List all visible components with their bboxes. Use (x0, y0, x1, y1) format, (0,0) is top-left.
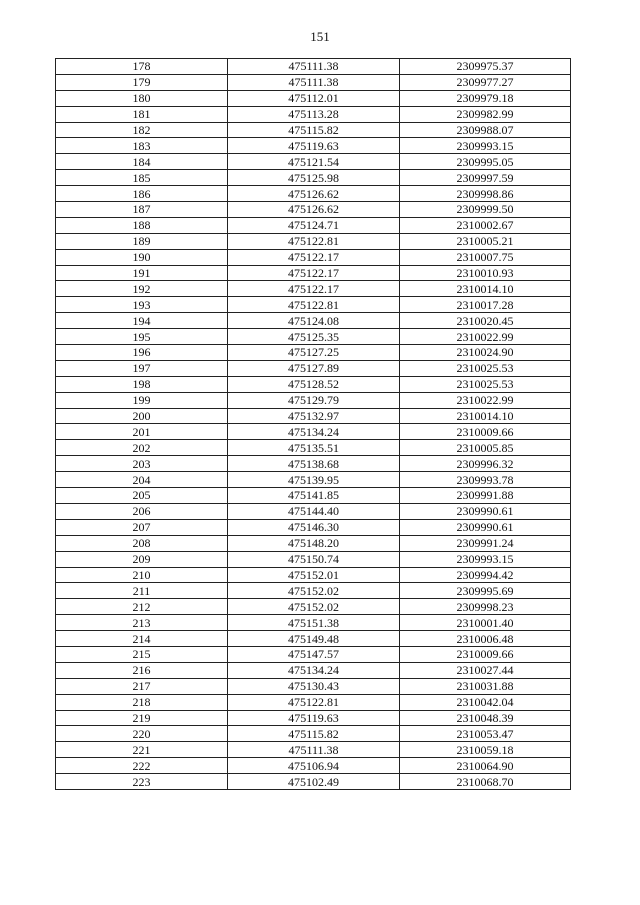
x-coordinate-cell: 475149.48 (228, 631, 400, 647)
y-coordinate-cell: 2309982.99 (400, 106, 571, 122)
x-coordinate-cell: 475152.01 (228, 567, 400, 583)
x-coordinate-cell: 475115.82 (228, 122, 400, 138)
point-number-cell: 215 (56, 646, 228, 662)
table-row (56, 519, 571, 535)
point-number-cell: 218 (56, 694, 228, 710)
point-number-cell: 202 (56, 440, 228, 456)
table-row (56, 265, 571, 281)
table-row (56, 710, 571, 726)
point-number-cell: 178 (56, 59, 228, 75)
page-number: 151 (310, 29, 330, 44)
table-row (56, 249, 571, 265)
y-coordinate-cell: 2309977.27 (400, 74, 571, 90)
y-coordinate-cell: 2309994.42 (400, 567, 571, 583)
point-number-cell: 199 (56, 392, 228, 408)
point-number-cell: 211 (56, 583, 228, 599)
y-coordinate-cell: 2309995.05 (400, 154, 571, 170)
y-coordinate-cell: 2310009.66 (400, 424, 571, 440)
x-coordinate-cell: 475127.25 (228, 345, 400, 361)
table-row (56, 488, 571, 504)
table-row (56, 313, 571, 329)
point-number-cell: 194 (56, 313, 228, 329)
y-coordinate-cell: 2309991.24 (400, 535, 571, 551)
x-coordinate-cell: 475122.81 (228, 297, 400, 313)
point-number-cell: 196 (56, 345, 228, 361)
x-coordinate-cell: 475148.20 (228, 535, 400, 551)
x-coordinate-cell: 475127.89 (228, 360, 400, 376)
x-coordinate-cell: 475122.17 (228, 281, 400, 297)
table-row (56, 615, 571, 631)
point-number-cell: 188 (56, 217, 228, 233)
x-coordinate-cell: 475128.52 (228, 376, 400, 392)
x-coordinate-cell: 475132.97 (228, 408, 400, 424)
x-coordinate-cell: 475138.68 (228, 456, 400, 472)
x-coordinate-cell: 475125.35 (228, 329, 400, 345)
y-coordinate-cell: 2310027.44 (400, 662, 571, 678)
x-coordinate-cell: 475130.43 (228, 678, 400, 694)
x-coordinate-cell: 475111.38 (228, 74, 400, 90)
y-coordinate-cell: 2310053.47 (400, 726, 571, 742)
x-coordinate-cell: 475126.62 (228, 186, 400, 202)
point-number-cell: 214 (56, 631, 228, 647)
y-coordinate-cell: 2309996.32 (400, 456, 571, 472)
table-row (56, 329, 571, 345)
x-coordinate-cell: 475119.63 (228, 710, 400, 726)
y-coordinate-cell: 2309990.61 (400, 519, 571, 535)
table-row (56, 59, 571, 75)
point-number-cell: 223 (56, 774, 228, 790)
y-coordinate-cell: 2309997.59 (400, 170, 571, 186)
y-coordinate-cell: 2310001.40 (400, 615, 571, 631)
table-row (56, 345, 571, 361)
x-coordinate-cell: 475111.38 (228, 59, 400, 75)
table-row (56, 202, 571, 218)
y-coordinate-cell: 2309993.15 (400, 138, 571, 154)
point-number-cell: 179 (56, 74, 228, 90)
x-coordinate-cell: 475146.30 (228, 519, 400, 535)
x-coordinate-cell: 475134.24 (228, 424, 400, 440)
y-coordinate-cell: 2310005.21 (400, 233, 571, 249)
point-number-cell: 210 (56, 567, 228, 583)
table-row (56, 503, 571, 519)
point-number-cell: 187 (56, 202, 228, 218)
y-coordinate-cell: 2309993.78 (400, 472, 571, 488)
coordinates-table (55, 58, 571, 790)
table-row (56, 646, 571, 662)
y-coordinate-cell: 2310002.67 (400, 217, 571, 233)
table-row (56, 551, 571, 567)
x-coordinate-cell: 475122.81 (228, 694, 400, 710)
point-number-cell: 183 (56, 138, 228, 154)
table-row (56, 186, 571, 202)
table-row (56, 742, 571, 758)
point-number-cell: 206 (56, 503, 228, 519)
point-number-cell: 181 (56, 106, 228, 122)
x-coordinate-cell: 475135.51 (228, 440, 400, 456)
table-row (56, 726, 571, 742)
y-coordinate-cell: 2310006.48 (400, 631, 571, 647)
point-number-cell: 213 (56, 615, 228, 631)
point-number-cell: 204 (56, 472, 228, 488)
table-row (56, 567, 571, 583)
y-coordinate-cell: 2310031.88 (400, 678, 571, 694)
y-coordinate-cell: 2310020.45 (400, 313, 571, 329)
y-coordinate-cell: 2310025.53 (400, 376, 571, 392)
point-number-cell: 201 (56, 424, 228, 440)
y-coordinate-cell: 2310007.75 (400, 249, 571, 265)
table-row (56, 360, 571, 376)
table-row (56, 583, 571, 599)
y-coordinate-cell: 2310025.53 (400, 360, 571, 376)
point-number-cell: 205 (56, 488, 228, 504)
x-coordinate-cell: 475122.17 (228, 249, 400, 265)
y-coordinate-cell: 2310064.90 (400, 758, 571, 774)
y-coordinate-cell: 2310014.10 (400, 408, 571, 424)
table-row (56, 599, 571, 615)
table-row (56, 154, 571, 170)
x-coordinate-cell: 475124.71 (228, 217, 400, 233)
x-coordinate-cell: 475125.98 (228, 170, 400, 186)
table-row (56, 281, 571, 297)
x-coordinate-cell: 475122.81 (228, 233, 400, 249)
point-number-cell: 195 (56, 329, 228, 345)
point-number-cell: 217 (56, 678, 228, 694)
x-coordinate-cell: 475112.01 (228, 90, 400, 106)
y-coordinate-cell: 2310059.18 (400, 742, 571, 758)
table-row (56, 392, 571, 408)
table-row (56, 408, 571, 424)
point-number-cell: 180 (56, 90, 228, 106)
table-row (56, 90, 571, 106)
table-row (56, 376, 571, 392)
y-coordinate-cell: 2310010.93 (400, 265, 571, 281)
point-number-cell: 209 (56, 551, 228, 567)
table-row (56, 535, 571, 551)
x-coordinate-cell: 475106.94 (228, 758, 400, 774)
x-coordinate-cell: 475144.40 (228, 503, 400, 519)
table-row (56, 297, 571, 313)
table-row (56, 440, 571, 456)
table-row (56, 662, 571, 678)
y-coordinate-cell: 2310009.66 (400, 646, 571, 662)
point-number-cell: 186 (56, 186, 228, 202)
point-number-cell: 203 (56, 456, 228, 472)
y-coordinate-cell: 2309993.15 (400, 551, 571, 567)
x-coordinate-cell: 475115.82 (228, 726, 400, 742)
table-row (56, 424, 571, 440)
table-row (56, 678, 571, 694)
point-number-cell: 212 (56, 599, 228, 615)
x-coordinate-cell: 475150.74 (228, 551, 400, 567)
x-coordinate-cell: 475152.02 (228, 583, 400, 599)
point-number-cell: 197 (56, 360, 228, 376)
x-coordinate-cell: 475121.54 (228, 154, 400, 170)
table-row (56, 774, 571, 790)
x-coordinate-cell: 475139.95 (228, 472, 400, 488)
x-coordinate-cell: 475122.17 (228, 265, 400, 281)
x-coordinate-cell: 475113.28 (228, 106, 400, 122)
point-number-cell: 193 (56, 297, 228, 313)
point-number-cell: 184 (56, 154, 228, 170)
y-coordinate-cell: 2309995.69 (400, 583, 571, 599)
point-number-cell: 208 (56, 535, 228, 551)
y-coordinate-cell: 2310048.39 (400, 710, 571, 726)
y-coordinate-cell: 2309979.18 (400, 90, 571, 106)
x-coordinate-cell: 475126.62 (228, 202, 400, 218)
x-coordinate-cell: 475119.63 (228, 138, 400, 154)
point-number-cell: 220 (56, 726, 228, 742)
y-coordinate-cell: 2310022.99 (400, 329, 571, 345)
y-coordinate-cell: 2309990.61 (400, 503, 571, 519)
x-coordinate-cell: 475124.08 (228, 313, 400, 329)
table-row (56, 138, 571, 154)
point-number-cell: 198 (56, 376, 228, 392)
point-number-cell: 185 (56, 170, 228, 186)
x-coordinate-cell: 475152.02 (228, 599, 400, 615)
table-row (56, 74, 571, 90)
table-row (56, 631, 571, 647)
point-number-cell: 207 (56, 519, 228, 535)
point-number-cell: 221 (56, 742, 228, 758)
point-number-cell: 191 (56, 265, 228, 281)
x-coordinate-cell: 475141.85 (228, 488, 400, 504)
table-row (56, 758, 571, 774)
table-row (56, 170, 571, 186)
table-row (56, 217, 571, 233)
point-number-cell: 216 (56, 662, 228, 678)
x-coordinate-cell: 475147.57 (228, 646, 400, 662)
y-coordinate-cell: 2309998.23 (400, 599, 571, 615)
y-coordinate-cell: 2310024.90 (400, 345, 571, 361)
x-coordinate-cell: 475151.38 (228, 615, 400, 631)
y-coordinate-cell: 2310022.99 (400, 392, 571, 408)
y-coordinate-cell: 2310014.10 (400, 281, 571, 297)
x-coordinate-cell: 475111.38 (228, 742, 400, 758)
y-coordinate-cell: 2309988.07 (400, 122, 571, 138)
y-coordinate-cell: 2310068.70 (400, 774, 571, 790)
y-coordinate-cell: 2310005.85 (400, 440, 571, 456)
point-number-cell: 222 (56, 758, 228, 774)
y-coordinate-cell: 2310017.28 (400, 297, 571, 313)
y-coordinate-cell: 2310042.04 (400, 694, 571, 710)
x-coordinate-cell: 475102.49 (228, 774, 400, 790)
y-coordinate-cell: 2309991.88 (400, 488, 571, 504)
x-coordinate-cell: 475134.24 (228, 662, 400, 678)
table-row (56, 472, 571, 488)
table-row (56, 694, 571, 710)
point-number-cell: 192 (56, 281, 228, 297)
table-row (56, 122, 571, 138)
table-row (56, 106, 571, 122)
y-coordinate-cell: 2309975.37 (400, 59, 571, 75)
point-number-cell: 219 (56, 710, 228, 726)
point-number-cell: 189 (56, 233, 228, 249)
y-coordinate-cell: 2309999.50 (400, 202, 571, 218)
point-number-cell: 190 (56, 249, 228, 265)
table-row (56, 456, 571, 472)
coordinates-table-body (56, 59, 571, 790)
point-number-cell: 200 (56, 408, 228, 424)
point-number-cell: 182 (56, 122, 228, 138)
x-coordinate-cell: 475129.79 (228, 392, 400, 408)
table-row (56, 233, 571, 249)
y-coordinate-cell: 2309998.86 (400, 186, 571, 202)
